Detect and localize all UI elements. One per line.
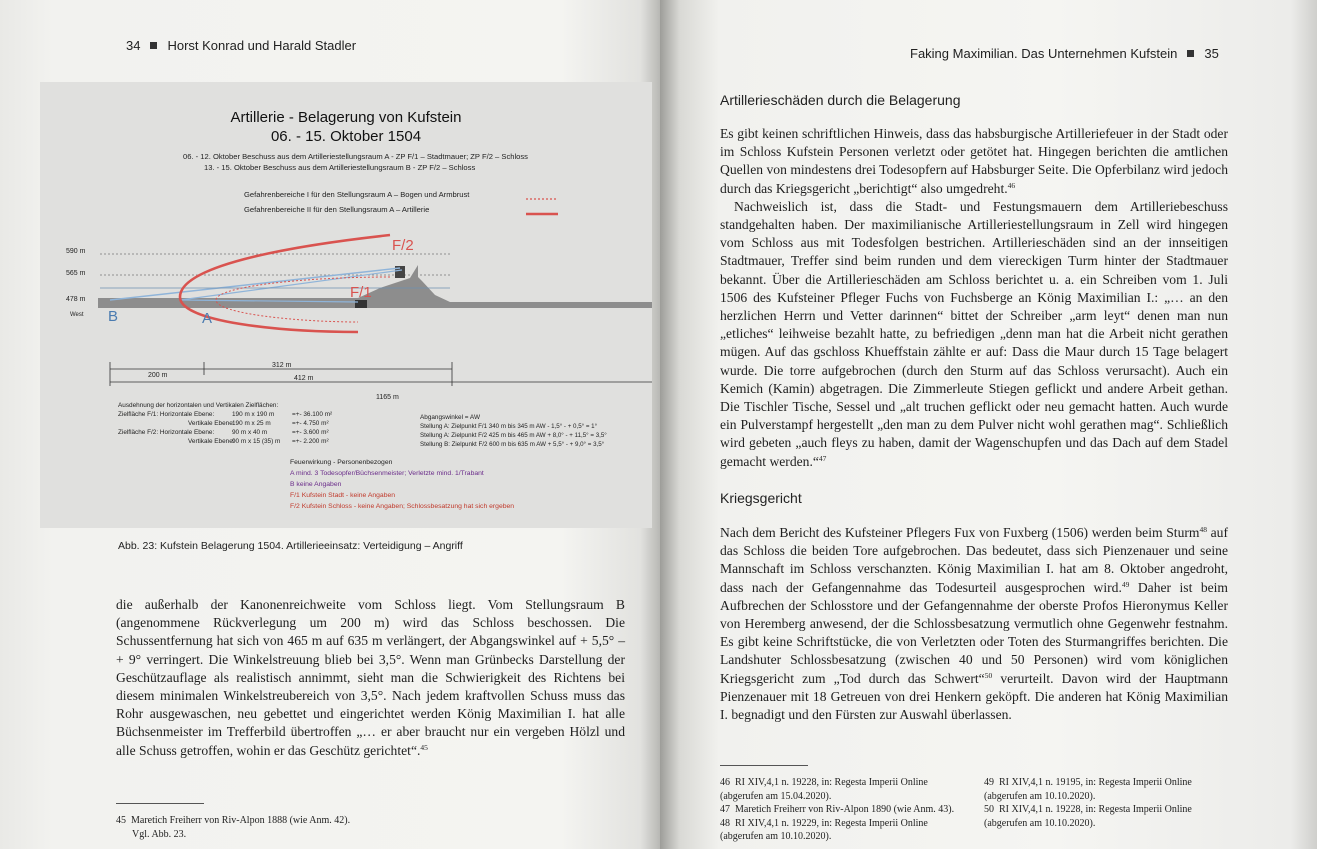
footnote-45-text: Maretich Freiherr von Riv-Alpon 1888 (wie Anm. 42). [131, 815, 351, 826]
angle-row-3: Stellung B: Zielpunkt F/2 600 m bis 635 m AW + 5,5° - + 9,0° = 3,5° [420, 441, 605, 448]
footnote-47-number: 47 [720, 804, 730, 815]
footnote-49-text: RI XIV,4,1 n. 19195, in: Regesta Imperii Online (abgerufen am 10.10.2020). [984, 777, 1192, 802]
footnote-49 [984, 776, 1228, 803]
section-title-artillery-damage: Artillerieschäden durch die Belagerung [720, 92, 961, 108]
dims-row-1-dims: 190 m x 190 m [232, 411, 275, 418]
footnote-47-text: Maretich Freiherr von Riv-Alpon 1890 (wie Anm. 43). [735, 804, 955, 815]
dims-row-4-label: Vertikale Ebene: [188, 438, 235, 445]
paragraph-3b: auf das Schloss die beiden Tore aufgebrochen. Das bedeutet, dass sich Pienzenauer und seine Mannschaft im Schloss verschanzten. König Maximilian I. hat am 8. Oktober angedroht, dass nach der Gefangennahme das Todesurteil ausgesprochen wird. [720, 525, 1228, 595]
right-body-section1 [720, 125, 1228, 471]
distance-1165-label: 1165 m [376, 394, 399, 401]
left-running-title: Horst Konrad und Harald Stadler [167, 38, 357, 53]
footnote-46 [720, 776, 972, 803]
distance-200-label: 200 m [148, 372, 168, 379]
footnote-ref-47: 47 [818, 453, 827, 463]
right-footnote-rule [720, 765, 808, 766]
paragraph-3c: Daher ist beim Aufbrechen der Schlosstore und der Gefangennahme der oberste Profos Hieronymus Keller von Heremberg anwesend, der die Schlossbesatzung vermutlich ohne Gegenwehr festnahm. Es gibt keine Schriftstücke, die von Verletzten oder Toten des Sturmangriffes berichten. Die Landshuter Schlossbesatzung (zwischen 40 und 50 Personen) wird vom königlichen Kriegsgericht zum „Tod durch das Schwert“ [720, 579, 1228, 686]
footnote-ref-48: 48 [1199, 525, 1207, 534]
paragraph-2: Nachweislich ist, dass die Stadt- und Festungsmauern dem Artilleriebeschuss standgehalten haben. Der maximilianische Artilleriestellungsraum in Zell wird hingegen vom Schloss aus mit Todesfolgen bestrichen. Artillerieschäden sind an der innseitigen Stadtmauer, Treffer sind beim runden und dem viereckigen Turm hinter der Stadtmauer bekannt. Über die Artillerieschäden am Schloss berichtet u. a. ein Schreiben vom 1. Juli 1506 des Kufsteiner Pfleger Fuchs von Fuchsberge an König Maximilian I.: „… an den herzlichen Herrn und Vetter darinnen“ bittet der Schreiber „arm leyt“ denen man nun „etliches“ leihweise bezahlt hatte, zu befriedigen „denn man hat die Arbeit nicht gerathen mügen. Auf das gschloss Khueffstain zählte er auf: Dass die Maur durch 15 Tage belagert wurde. Die torre aufgebrochen (durch den Sturm auf das Schloss verursacht). Auch ein Kemich (Kamin) abgetragen. Die Zimmerleute Stiegen geflickt und andere Arbeit gethan. Die Tischler Tische, Sessel und „alt truchen geflickt oder neu gemacht hatten. Auch wurde ein Pulverstampf hergestellt „den man zu dem Pulver nicht wohl gerathen mag“. Schließlich wird gebeten „auch fleys zu haben, damit der Wagenschupfen und das Dach auf dem Stadel gemacht werden.“ [720, 198, 1228, 469]
right-footnotes-col1 [720, 776, 972, 844]
elevation-565-label: 565 m [66, 270, 86, 277]
elevation-590-label: 590 m [66, 248, 86, 255]
right-page [660, 0, 1317, 849]
figure-title-line2: 06. - 15. Oktober 1504 [270, 128, 422, 145]
dims-row-3-label: Zielfläche F/2: Horizontale Ebene: [118, 429, 215, 436]
right-running-title: Faking Maximilian. Das Unternehmen Kufstein [910, 46, 1178, 61]
town-wall-shape [355, 300, 367, 308]
figure-subtitle-line1: 06. - 12. Oktober Beschuss aus dem Artilleriestellungsraum A - ZP F/1 – Stadtmauer; ZP F/2 – Schloss [183, 152, 528, 161]
footnote-50 [984, 803, 1228, 830]
dims-row-2-label: Vertikale Ebene: [188, 420, 235, 427]
legend-danger-zone-2: Gefahrenbereiche II für den Stellungsraum A – Artillerie [244, 205, 430, 214]
dims-row-4-dims: 90 m x 15 (35) m [232, 438, 281, 445]
target-f2-label: F/2 [392, 237, 414, 254]
position-b-label: B [108, 308, 119, 325]
left-page-number: 34 [126, 38, 141, 53]
paragraph-3a: Nach dem Bericht des Kufsteiner Pflegers Fux von Fuxberg (1506) werden beim Sturm [720, 525, 1200, 540]
right-body-section2 [720, 524, 1228, 724]
right-footnotes-col2 [984, 776, 1228, 830]
footnote-46-text: RI XIV,4,1 n. 19228, in: Regesta Imperii Online (abgerufen am 15.04.2020). [720, 777, 928, 802]
angle-header: Abgangswinkel = AW [420, 414, 480, 421]
footnote-48-number: 48 [720, 817, 730, 829]
dims-row-3-dims: 90 m x 40 m [232, 429, 268, 436]
footnote-45-text2: Vgl. Abb. 23. [132, 828, 187, 840]
footnote-45-number: 45 [116, 815, 126, 826]
fire-row-b: B keine Angaben [290, 481, 342, 488]
square-bullet-icon [150, 42, 157, 49]
dims-row-2-dims: 190 m x 25 m [232, 420, 271, 427]
left-footnote-rule [116, 803, 204, 804]
figure-title-line1: Artillerie - Belagerung von Kufstein [230, 109, 462, 126]
fire-row-a: A mind. 3 Todesopfer/Büchsenmeister; Verletzte mind. 1/Trabant [290, 470, 484, 477]
legend-danger-zone-1: Gefahrenbereiche I für den Stellungsraum A – Bogen und Armbrust [244, 190, 470, 199]
left-body-text [116, 596, 625, 760]
paragraph-3d: verurteilt. Davon wird der Hauptmann Pienzenauer mit 18 Getreuen von drei Henkern geköpft. Die anderen hat König Maximilian I. begnadigt und den Fürsten zur Auswahl überlassen. [720, 670, 1229, 723]
figure-caption: Abb. 23: Kufstein Belagerung 1504. Artillerieeinsatz: Verteidigung – Angriff [118, 540, 463, 552]
footnote-ref-49: 49 [1121, 579, 1130, 589]
target-f1-label: F/1 [350, 284, 372, 301]
footnote-48 [720, 817, 972, 844]
distance-312-label: 312 m [272, 362, 292, 369]
fire-row-f1: F/1 Kufstein Stadt - keine Angaben [290, 492, 396, 499]
figure-subtitle-line2: 13. - 15. Oktober Beschuss aus dem Artilleriestellungsraum B - ZP F/2 – Schloss [204, 163, 476, 172]
fire-header: Feuerwirkung - Personenbezogen [290, 459, 393, 466]
dims-row-1-area: =+- 36.100 m² [292, 411, 333, 418]
fire-row-f2: F/2 Kufstein Schloss - keine Angaben; Schlossbesatzung hat sich ergeben [290, 503, 515, 510]
footnote-50-text: RI XIV,4,1 n. 19228, in: Regesta Imperii Online (abgerufen am 10.10.2020). [984, 804, 1192, 829]
dims-row-1-label: Zielfläche F/1: Horizontale Ebene: [118, 411, 215, 418]
dims-row-3-area: =+- 3.600 m² [292, 429, 329, 436]
left-body-paragraph: die außerhalb der Kanonenreichweite vom Schloss liegt. Vom Stellungsraum B (angenommene Rückverlegung um 200 m) wird das Schloss beschossen. Die Schussentfernung hat sich von 465 m auf 635 m verlängert, der Abgangswinkel auf + 5,5° – + 9° verringert. Die Winkelstreuung blieb bei 3,5°. Wenn man Grünbecks Darstellung der Geschützauflage als realistisch annimmt, sieht man die Schwierigkeit des Richtens bei diesem minimalen Winkelstreubereich von 3,5°. Nach jedem kraftvollen Schuss muss das Rohr ausgewaschen, neu gebettet und eingerichtet werden König Maximilian I. hat alle Büchsenmeister im Trefferbild übertroffen „… er aber braucht nur ein vergeben Hölzl und alle Schuss getroffen, wohin er das Geschütz gerichtet“. [116, 597, 625, 758]
artillery-figure [40, 82, 652, 528]
dims-header: Ausdehnung der horizontalen und Vertikalen Zielflächen: [118, 402, 279, 409]
right-running-head [910, 46, 1219, 61]
left-running-head [126, 38, 356, 53]
footnote-47 [720, 803, 972, 817]
angle-row-2: Stellung A: Zielpunkt F/2 425 m bis 465 m AW + 8,0° - + 11,5° = 3,5° [420, 432, 607, 439]
right-page-number: 35 [1204, 46, 1219, 61]
section-title-court-martial: Kriegsgericht [720, 490, 802, 506]
footnote-ref-45: 45 [420, 742, 428, 752]
dims-row-2-area: =+- 4.750 m² [292, 420, 329, 427]
footnote-ref-46: 46 [1007, 180, 1016, 190]
angle-row-1: Stellung A: Zielpunkt F/1 340 m bis 345 m AW - 1,5° - + 0,5° = 1° [420, 423, 598, 430]
distance-412-label: 412 m [294, 375, 314, 382]
square-bullet-icon [1187, 50, 1194, 57]
footnote-ref-50: 50 [984, 670, 993, 680]
position-a-label: A [202, 310, 213, 327]
elevation-478-label: 478 m [66, 296, 86, 303]
footnote-50-number: 50 [984, 804, 994, 815]
paragraph-1: Es gibt keinen schriftlichen Hinweis, dass das habsburgische Artilleriefeuer in der Stadt oder im Schloss Kufstein Personen verletzt oder getötet hat. Hingegen berichten die amtlichen Quellen von mindestens drei Todesopfern auf Habsburger Seite. Die Opferbilanz wird jedoch durch das Kriegsgericht „berichtigt“ also umgedreht. [720, 126, 1228, 196]
footnote-48-text: RI XIV,4,1 n. 19229, in: Regesta Imperii Online (abgerufen am 10.10.2020). [720, 817, 928, 842]
footnote-49-number: 49 [984, 777, 994, 788]
dims-row-4-area: =+- 2.200 m² [292, 438, 329, 445]
west-label: West [70, 312, 84, 318]
footnote-46-number: 46 [720, 777, 730, 788]
left-footnote [116, 814, 416, 841]
